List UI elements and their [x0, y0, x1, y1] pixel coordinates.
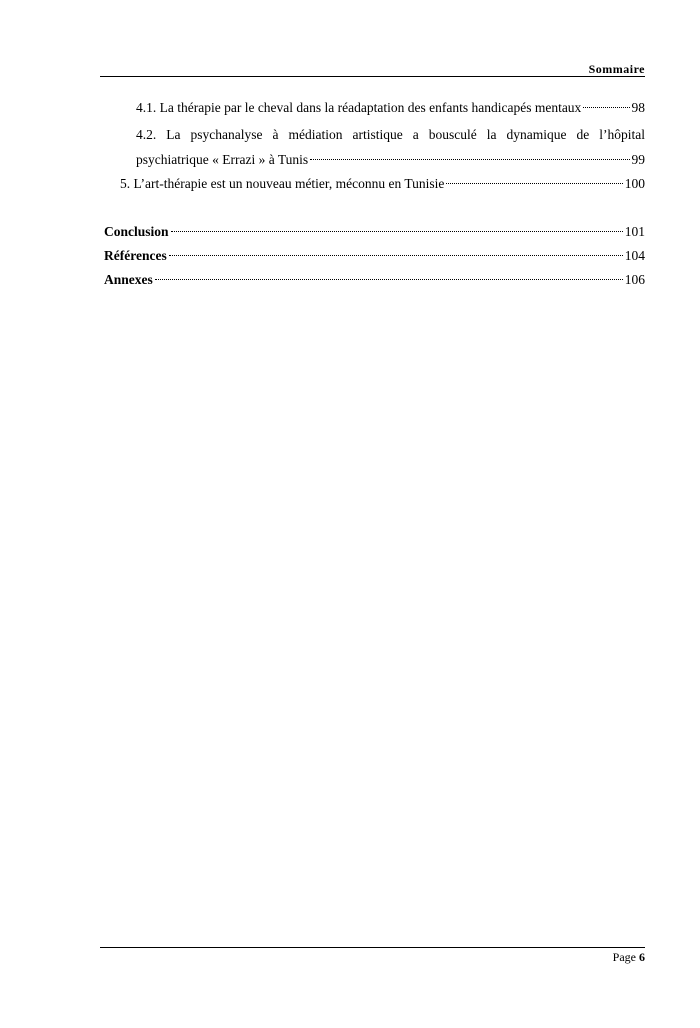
toc-entry-page: 99: [631, 152, 645, 167]
dot-leader: [155, 279, 623, 280]
toc-entry-page: 100: [624, 176, 645, 191]
dot-leader: [583, 107, 629, 108]
page-prefix: Page: [612, 950, 636, 964]
toc-entry-page: 104: [624, 248, 645, 263]
toc-entry-conclusion[interactable]: [104, 221, 645, 243]
header-divider: [100, 76, 645, 77]
dot-leader: [169, 255, 623, 256]
toc-entry-4-1[interactable]: [136, 97, 645, 119]
dot-leader: [446, 183, 622, 184]
dot-leader: [310, 159, 629, 160]
toc-entry-5[interactable]: [120, 173, 645, 195]
toc-entry-label: Références: [104, 248, 167, 263]
toc-entry-label: 5. L’art-thérapie est un nouveau métier, méconnu en Tunisie: [120, 176, 445, 191]
toc-entry-4-2[interactable]: [136, 149, 645, 171]
page-number: [613, 950, 645, 965]
page-number-value: 6: [639, 950, 645, 964]
toc-entry-page: 106: [624, 272, 645, 287]
toc-entry-label: psychiatrique « Errazi » à Tunis: [136, 152, 309, 167]
header-title: Sommaire: [588, 62, 645, 76]
toc-entry-annexes[interactable]: [104, 269, 645, 291]
dot-leader: [171, 231, 623, 232]
toc-entry-page: 101: [624, 224, 645, 239]
toc-entry-references[interactable]: [104, 245, 645, 267]
toc-entry-page: 98: [631, 100, 645, 115]
toc-entry-label: 4.1. La thérapie par le cheval dans la réadaptation des enfants handicapés mentaux: [136, 100, 582, 115]
toc-entry-label: Conclusion: [104, 224, 169, 239]
toc-entry-label: Annexes: [104, 272, 153, 287]
toc-entry-4-2-line1[interactable]: 4.2. La psychanalyse à médiation artistique a bousculé la dynamique de l’hôpital: [136, 127, 645, 142]
footer-divider: [100, 947, 645, 948]
